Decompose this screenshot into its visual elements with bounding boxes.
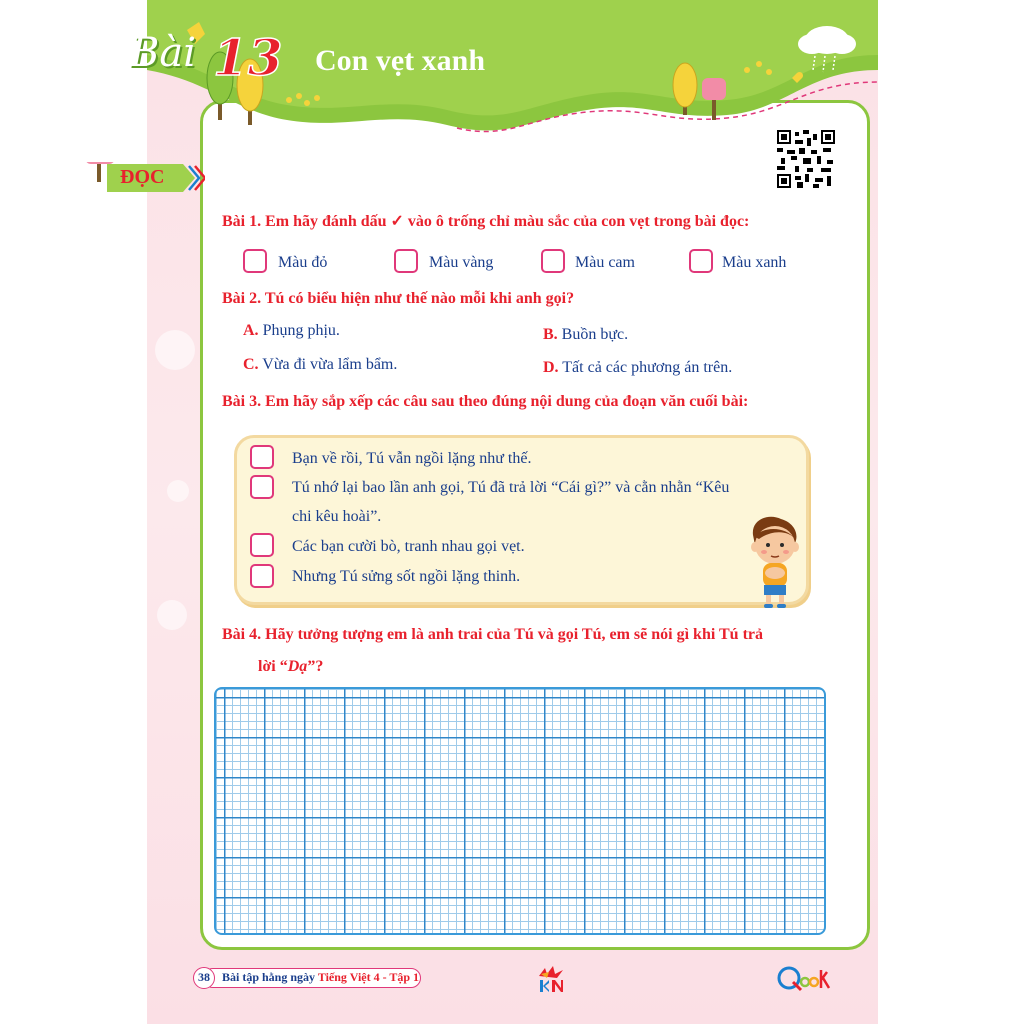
lesson-word: Bài bbox=[130, 30, 197, 76]
answer-text: Tất cả các phương án trên. bbox=[562, 359, 733, 376]
exercise-4-question-line2 bbox=[258, 658, 323, 676]
exercise-2-question: Bài 2. Tú có biểu hiện như thế nào mỗi khi anh gọi? bbox=[222, 290, 575, 307]
sentence-2: Tú nhớ lại bao lần anh gọi, Tú đã trả lời “Cái gì?” và cằn nhằn “Kêu bbox=[292, 479, 730, 496]
answer-b[interactable] bbox=[543, 326, 628, 344]
exercise-4-pre: lời “ bbox=[258, 658, 288, 675]
answer-c[interactable] bbox=[243, 356, 397, 374]
sentence-2-cont: chi kêu hoài”. bbox=[292, 508, 382, 525]
checkbox-yellow[interactable] bbox=[394, 249, 418, 273]
order-box-4[interactable] bbox=[250, 564, 274, 588]
option-label: Màu đỏ bbox=[278, 254, 328, 271]
option-label: Màu cam bbox=[575, 254, 635, 271]
brand-logo-icon bbox=[777, 962, 833, 994]
book-title bbox=[222, 970, 419, 985]
exercise-4-post: ”? bbox=[307, 658, 324, 675]
tree-icon bbox=[85, 162, 115, 164]
book-title-plain: Bài tập hằng ngày bbox=[222, 970, 318, 984]
answer-text: Buồn bực. bbox=[561, 326, 629, 343]
checkbox-orange[interactable] bbox=[541, 249, 565, 273]
publisher-logo-icon bbox=[535, 962, 567, 994]
lesson-number: 13 bbox=[213, 28, 283, 87]
answer-a[interactable] bbox=[243, 322, 340, 340]
option-label: Màu xanh bbox=[722, 254, 787, 271]
exercise-3-question: Bài 3. Em hãy sắp xếp các câu sau theo đúng nội dung của đoạn văn cuối bài: bbox=[222, 393, 749, 410]
answer-letter: A. bbox=[243, 322, 259, 339]
section-label: ĐỌC bbox=[120, 166, 165, 188]
order-box-3[interactable] bbox=[250, 533, 274, 557]
exercise-4-italic: Dạ bbox=[287, 658, 308, 675]
order-box-1[interactable] bbox=[250, 445, 274, 469]
answer-letter: C. bbox=[243, 356, 259, 373]
order-box-2[interactable] bbox=[250, 475, 274, 499]
exercise-4-question-line1: Bài 4. Hãy tưởng tượng em là anh trai của Tú và gọi Tú, em sẽ nói gì khi Tú trả bbox=[222, 626, 763, 643]
answer-letter: B. bbox=[543, 326, 558, 343]
qr-code-icon bbox=[777, 130, 835, 188]
answer-letter: D. bbox=[543, 359, 559, 376]
writing-grid[interactable] bbox=[214, 687, 826, 935]
book-title-highlight: Tiếng Việt 4 - Tập 1 bbox=[317, 970, 420, 984]
option-label: Màu vàng bbox=[429, 254, 494, 271]
page-number: 38 bbox=[193, 967, 215, 989]
answer-text: Vừa đi vừa lẩm bẩm. bbox=[262, 356, 398, 373]
sentence-1: Bạn về rồi, Tú vẫn ngồi lặng như thế. bbox=[292, 450, 532, 467]
answer-text: Phụng phịu. bbox=[262, 322, 340, 339]
sentence-4: Nhưng Tú sửng sốt ngồi lặng thinh. bbox=[292, 568, 521, 585]
checkbox-red[interactable] bbox=[243, 249, 267, 273]
lesson-title: Con vẹt xanh bbox=[315, 44, 486, 77]
answer-d[interactable] bbox=[543, 359, 732, 377]
boy-illustration-icon bbox=[745, 515, 805, 610]
sentence-3: Các bạn cười bò, tranh nhau gọi vẹt. bbox=[292, 538, 525, 555]
checkbox-green[interactable] bbox=[689, 249, 713, 273]
exercise-1-question: Bài 1. Em hãy đánh dấu ✓ vào ô trống chỉ màu sắc của con vẹt trong bài đọc: bbox=[222, 213, 750, 230]
